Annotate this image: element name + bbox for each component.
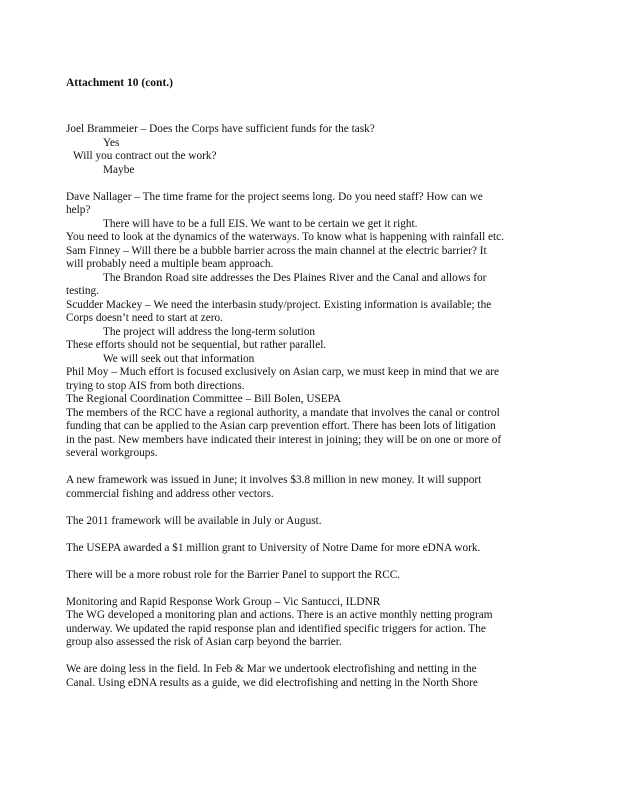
text-line: Maybe [103,164,135,176]
text-line: The Regional Coordination Committee – Bill Bolen, USEPA [66,393,342,405]
text-line: The 2011 framework will be available in July or August. [66,515,322,527]
text-line: in the past. New members have indicated their interest in joining; they will be on one or more of [66,434,502,446]
text-line: will probably need a multiple beam approach. [66,258,274,270]
text-line: There will be a more robust role for the Barrier Panel to support the RCC. [66,569,401,581]
text-line: The Brandon Road site addresses the Des Plaines River and the Canal and allows for [103,272,487,284]
text-line: Canal. Using eDNA results as a guide, we did electrofishing and netting in the North Shore [66,677,478,689]
text-line: commercial fishing and address other vectors. [66,488,274,500]
text-line: Yes [103,137,120,149]
text-line: Monitoring and Rapid Response Work Group – Vic Santucci, ILDNR [66,596,381,608]
text-line: Phil Moy – Much effort is focused exclusively on Asian carp, we must keep in mind that we are [66,366,500,378]
text-line: trying to stop AIS from both directions. [66,380,245,392]
text-line: A new framework was issued in June; it involves $3.8 million in new money. It will support [66,474,482,486]
text-line: Joel Brammeier – Does the Corps have sufficient funds for the task? [66,123,375,135]
text-line: There will have to be a full EIS. We want to be certain we get it right. [103,218,418,230]
text-line: The WG developed a monitoring plan and actions. There is an active monthly netting program [66,609,493,621]
text-line: underway. We updated the rapid response plan and identified specific triggers for action. The [66,623,486,635]
text-line: The USEPA awarded a $1 million grant to University of Notre Dame for more eDNA work. [66,542,481,554]
text-line: We are doing less in the field. In Feb & Mar we undertook electrofishing and netting in the [66,663,477,675]
text-line: Sam Finney – Will there be a bubble barrier across the main channel at the electric barrier? It [66,245,487,257]
text-line: These efforts should not be sequential, but rather parallel. [66,339,327,351]
text-line: The project will address the long-term solution [103,326,316,338]
page-title: Attachment 10 (cont.) [66,77,173,89]
text-line: Scudder Mackey – We need the interbasin study/project. Existing information is available; the [66,299,492,311]
text-line: We will seek out that information [103,353,255,365]
text-line: testing. [66,285,99,297]
text-line: Corps doesn’t need to start at zero. [66,312,223,324]
text-line: several workgroups. [66,447,158,459]
text-line: Dave Nallager – The time frame for the project seems long. Do you need staff? How can we [66,191,483,203]
text-line: You need to look at the dynamics of the waterways. To know what is happening with rainfall etc. [66,231,505,243]
text-line: Will you contract out the work? [73,150,217,162]
text-line: help? [66,204,91,216]
text-line: The members of the RCC have a regional authority, a mandate that involves the canal or control [66,407,500,419]
text-line: funding that can be applied to the Asian carp prevention effort. There has been lots of litigation [66,420,496,432]
text-line: group also assessed the risk of Asian carp beyond the barrier. [66,636,342,648]
